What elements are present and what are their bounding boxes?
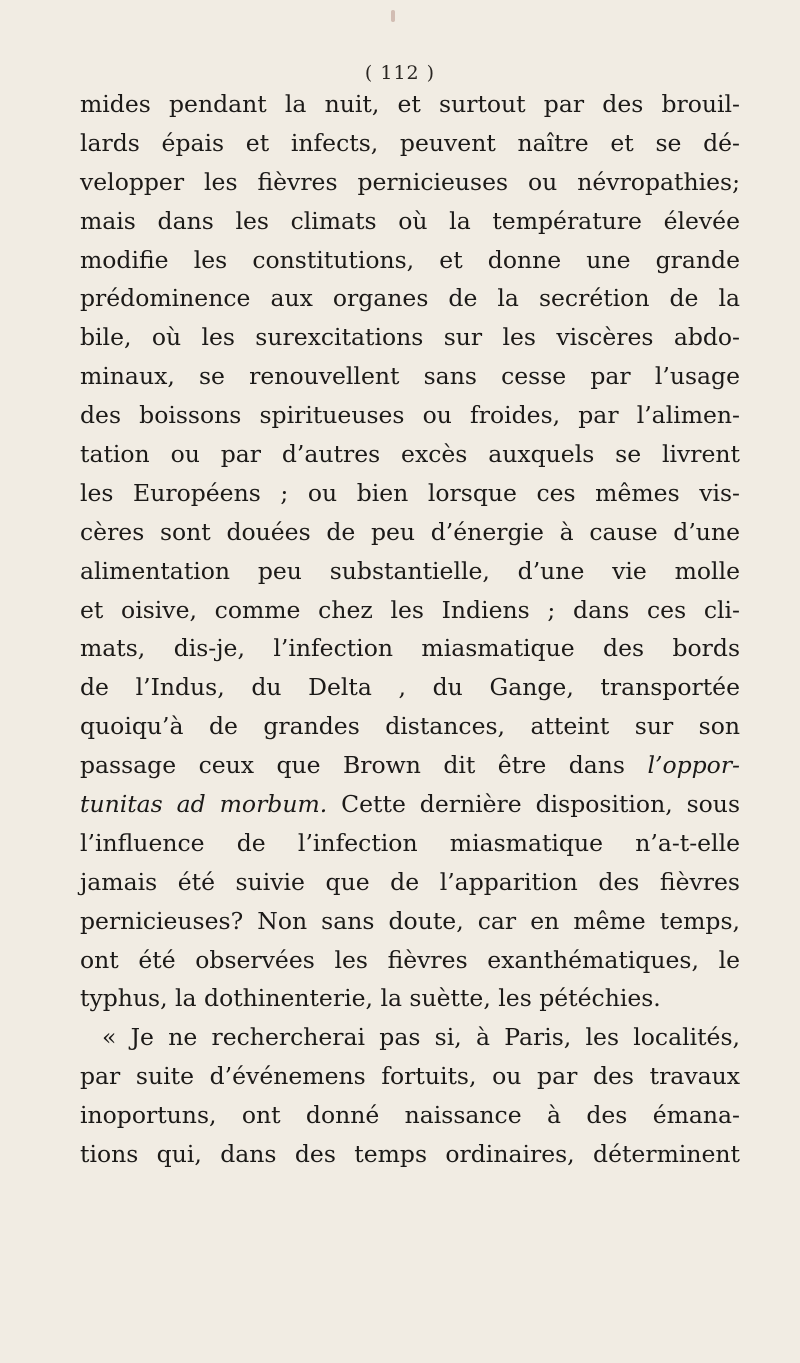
text-line: mais dans les climats où la température élevée (80, 206, 740, 235)
text-line: modifie les constitutions, et donne une grande (80, 245, 740, 274)
ink-mark (391, 10, 395, 22)
text-line: bile, où les surexcitations sur les viscères abdo- (80, 323, 740, 352)
text-line: tions qui, dans des temps ordinaires, déterminent (80, 1140, 740, 1169)
line-roman: Cette dernière disposition, sous (327, 790, 740, 819)
text-line: ont été observées les fièvres exanthématiques, le (80, 945, 740, 974)
text-line: velopper les fièvres pernicieuses ou névropathies; (80, 167, 740, 196)
text-line: des boissons spiritueuses ou froides, par l’alimen- (80, 401, 740, 430)
text-line (80, 746, 740, 785)
text-line: lards épais et infects, peuvent naître et se dé- (80, 128, 740, 157)
body-text (80, 85, 740, 1174)
text-line: typhus, la dothinenterie, la suètte, les pétéchies. (80, 984, 661, 1013)
line-italic: tunitas ad morbum. (80, 790, 328, 819)
page-number: ( 112 ) (364, 62, 436, 84)
text-line: de l’Indus, du Delta , du Gange, transportée (80, 673, 740, 702)
text-line: prédominence aux organes de la secrétion de la (80, 284, 740, 313)
text-line: l’influence de l’infection miasmatique n’a-t-elle (80, 828, 740, 857)
text-line: mides pendant la nuit, et surtout par des brouil- (80, 90, 740, 118)
text-line: cères sont douées de peu d’énergie à cause d’une (80, 517, 740, 546)
text-line: mats, dis-je, l’infection miasmatique des bords (80, 634, 740, 663)
text-line: tation ou par d’autres excès auxquels se livrent (80, 440, 740, 469)
text-line: « Je ne rechercherai pas si, à Paris, les localités, (102, 1023, 740, 1052)
text-line: minaux, se renouvellent sans cesse par l’usage (80, 362, 740, 391)
text-line: alimentation peu substantielle, d’une vie molle (80, 556, 740, 585)
text-line: les Européens ; ou bien lorsque ces mêmes vis- (80, 478, 740, 507)
text-line: inoportuns, ont donné naissance à des émana- (80, 1101, 740, 1130)
text-line (80, 785, 740, 824)
text-line: pernicieuses? Non sans doute, car en même temps, (80, 906, 740, 935)
text-line: et oisive, comme chez les Indiens ; dans ces cli- (80, 595, 740, 624)
text-line: jamais été suivie que de l’apparition des fièvres (80, 867, 740, 896)
text-line: quoiqu’à de grandes distances, atteint sur son (80, 712, 740, 741)
line-roman: passage ceux que Brown dit être dans (80, 751, 648, 780)
text-line: par suite d’événemens fortuits, ou par des travaux (80, 1062, 740, 1091)
line-italic: l’oppor- (647, 751, 740, 780)
